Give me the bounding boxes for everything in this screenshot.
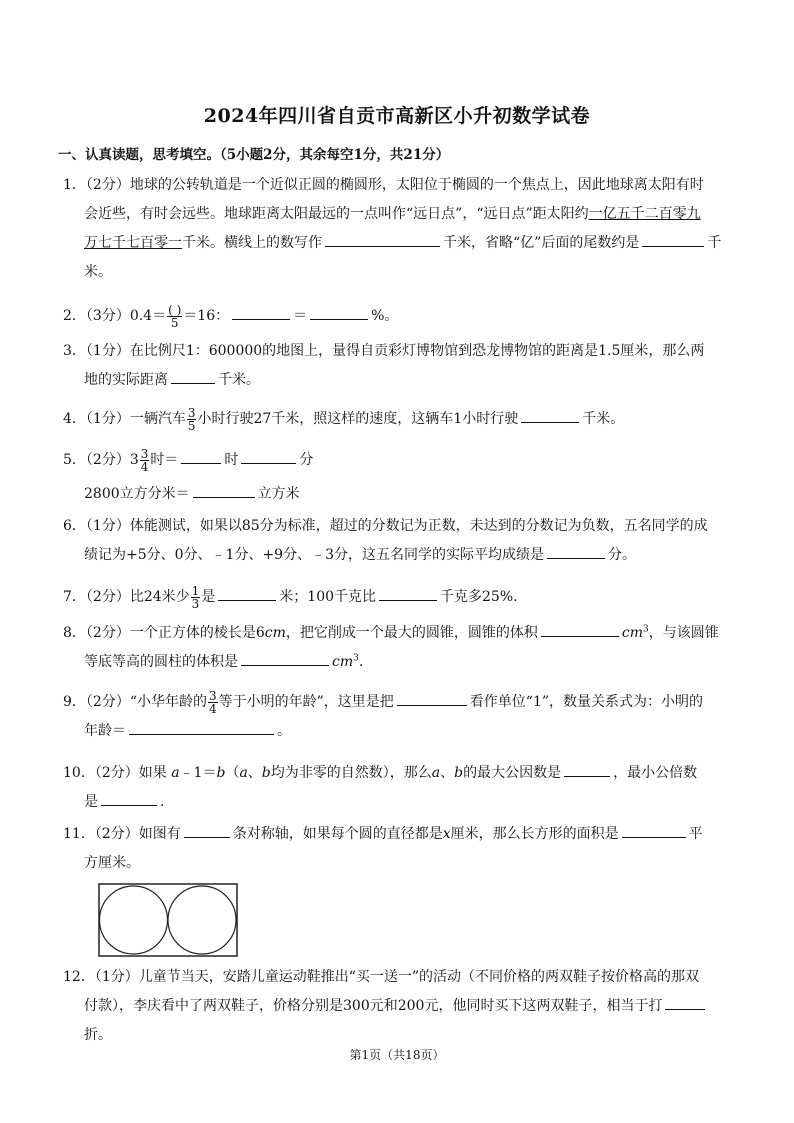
question-11: 11．（2分）如图有 条对称轴，如果每个圆的直径都是x厘米，那么长方形的面积是 平 方厘米。 bbox=[63, 820, 728, 878]
answer-blank[interactable] bbox=[622, 823, 686, 838]
page-title: 2024年四川省自贡市高新区小升初数学试卷 bbox=[203, 105, 591, 127]
answer-blank[interactable] bbox=[181, 449, 221, 464]
answer-blank[interactable] bbox=[379, 586, 437, 601]
fraction: $\frac{3}{5}$ bbox=[187, 405, 196, 433]
question-10: 10．（2分）如果 a﹣1＝b（a、b均为非零的自然数），那么a、b的最大公因数是 ，最小公倍数 是 . bbox=[63, 759, 728, 817]
answer-blank[interactable] bbox=[193, 483, 255, 498]
answer-blank[interactable] bbox=[310, 305, 368, 320]
fraction: $\frac{3}{4}$ bbox=[140, 446, 149, 474]
answer-blank[interactable] bbox=[547, 544, 605, 559]
question-7: 7．（2分）比24米少 $\frac{1}{3}$ 是 米；100千克比 千克多25%. bbox=[63, 583, 518, 611]
question-3: 3．（1分）在比例尺1：600000的地图上，量得自贡彩灯博物馆到恐龙博物馆的距离是1.5厘米，那么两 地的实际距离 千米。 bbox=[63, 343, 705, 388]
answer-blank[interactable] bbox=[241, 449, 296, 464]
answer-blank[interactable] bbox=[541, 622, 619, 637]
figure-circle-left bbox=[100, 886, 168, 954]
question-4: 4．（1分）一辆汽车 $\frac{3}{5}$ 小时行驶27千米，照这样的速度，这辆车1小时行驶 千米。 bbox=[63, 405, 625, 433]
question-1: 1．（2分）地球的公转轨道是一个近似正圆的椭圆形，太阳位于椭圆的一个焦点上，因此地球离太阳有时 会近些，有时会远些。地球距离太阳最远的一点叫作“远日点”，“远日点”距太阳约一亿五千二百零九 万七千七百零一千米。横线上的数写作 千米，省略“亿”后面的尾数约是 千 米。 bbox=[63, 177, 722, 280]
answer-blank[interactable] bbox=[232, 305, 290, 320]
answer-blank[interactable] bbox=[325, 232, 440, 247]
figure-circle-right bbox=[168, 886, 236, 954]
answer-blank[interactable] bbox=[564, 762, 610, 777]
question-5: 5．（2分）3 $\frac{3}{4}$ 时＝ 时 分 2800立方分米＝ 立方米 bbox=[63, 446, 314, 502]
answer-blank[interactable] bbox=[129, 720, 274, 735]
answer-blank[interactable] bbox=[642, 232, 704, 247]
rectangle-two-circles-figure bbox=[98, 883, 240, 959]
fraction: $\frac{3}{4}$ bbox=[208, 688, 217, 716]
page-footer: 第1页（共18页） bbox=[349, 1048, 445, 1062]
section-heading: 一、认真读题，思考填空。（5小题2分，其余每空1分，共21分） bbox=[58, 147, 450, 163]
question-6: 6．（1分）体能测试，如果以85分为标准，超过的分数记为正数，未达到的分数记为负数，五名同学的成 绩记为+5分、0分、﹣1分、+9分、﹣3分，这五名同学的实际平均成绩是 分。 bbox=[63, 518, 708, 563]
question-12: 12．（1分）儿童节当天，安踏儿童运动鞋推出“买一送一”的活动（不同价格的两双鞋子按价格高的那双 付款），李庆看中了两双鞋子，价格分别是300元和200元，他同时买下这两双鞋子，相当于打折。 bbox=[63, 963, 728, 1050]
fraction: $\frac{1}{3}$ bbox=[191, 583, 200, 611]
fraction: $\frac{( )}{5}$ bbox=[168, 302, 182, 330]
question-9: 9．（2分）“小华年龄的 $\frac{3}{4}$ 等于小明的年龄”，这里是把 看作单位“1”，数量关系式为：小明的 年龄＝ 。 bbox=[63, 688, 704, 739]
answer-blank[interactable] bbox=[184, 823, 230, 838]
answer-blank[interactable] bbox=[171, 369, 215, 384]
question-2: 2．（3分）0.4＝ $\frac{( )}{5}$ ＝16： ＝ %。 bbox=[63, 302, 399, 330]
answer-blank[interactable] bbox=[521, 408, 579, 423]
answer-blank[interactable] bbox=[665, 995, 705, 1010]
answer-blank[interactable] bbox=[241, 651, 329, 666]
answer-blank[interactable] bbox=[397, 691, 467, 706]
answer-blank[interactable] bbox=[218, 586, 276, 601]
answer-blank[interactable] bbox=[101, 791, 157, 806]
question-8: 8．（2分）一个正方体的棱长是6cm，把它削成一个最大的圆锥，圆锥的体积 $cm^3$，与该圆锥 等底等高的圆柱的体积是 $cm^3$. bbox=[63, 619, 728, 677]
